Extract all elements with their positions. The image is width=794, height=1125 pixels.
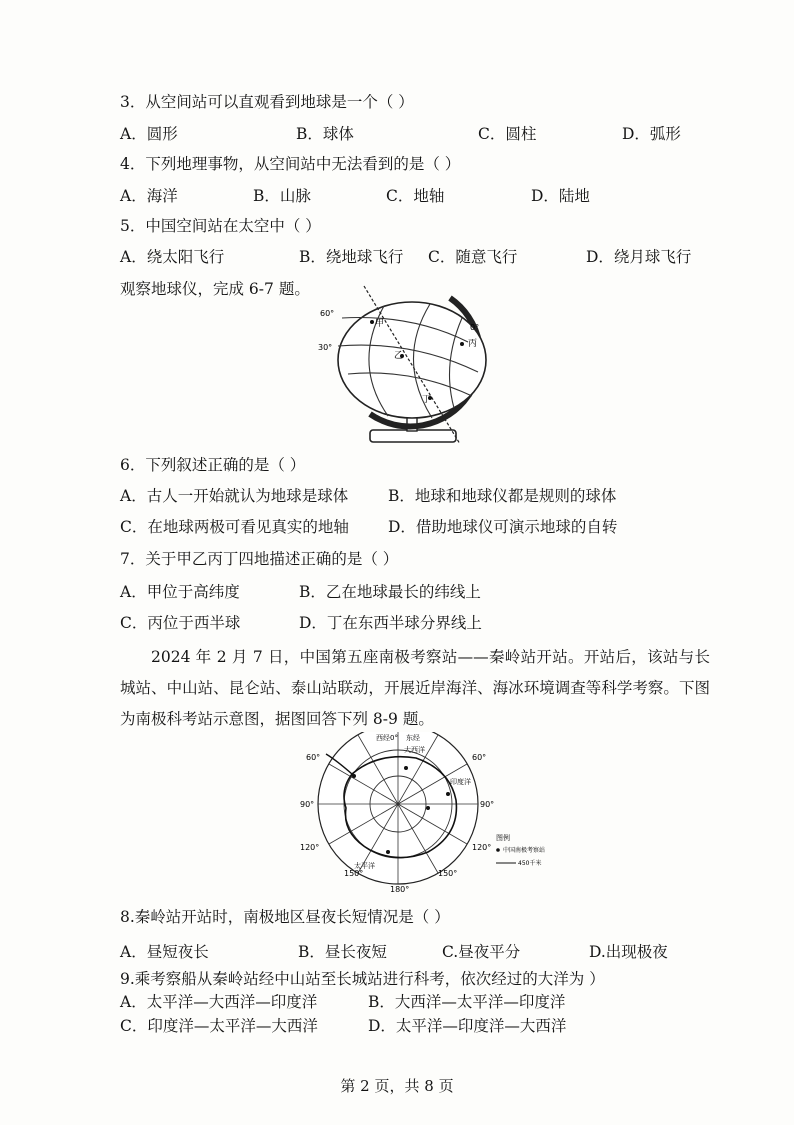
map-lon-east: 东经 [406,734,420,742]
q7-option-b: B．乙在地球最长的纬线上 [299,583,481,601]
q7-option-a: A．甲位于高纬度 [120,583,240,601]
q8-option-a: A．昼短夜长 [120,943,209,961]
q5-option-c: C．随意飞行 [428,248,518,266]
question-7-stem: 7．关于甲乙丙丁四地描述正确的是（ ） [120,550,399,568]
globe-label-bing: 丙 [468,339,478,349]
question-5-stem: 5．中国空间站在太空中（ ） [120,217,321,235]
q3-option-b: B．球体 [296,125,354,143]
q4-option-a: A．海洋 [120,187,178,205]
q5-option-b: B．绕地球飞行 [299,248,404,266]
q9-option-a: A．太平洋—大西洋—印度洋 [120,993,318,1011]
q6-option-b: B．地球和地球仪都是规则的球体 [388,487,617,505]
map-legend-title: 图例 [496,834,510,842]
globe-point-jia [370,320,374,324]
globe-sphere [338,302,486,418]
map-station-qinling [386,850,390,854]
q3-option-a: A．圆形 [120,125,178,143]
page-footer: 第 2 页，共 8 页 [340,1077,454,1095]
q4-option-c: C．地轴 [386,187,445,205]
q3-option-c: C．圆柱 [478,125,537,143]
q6-option-d: D．借助地球仪可演示地球的自转 [388,518,618,536]
map-station-changcheng [352,774,356,778]
map-lon-120w: 120° [300,843,320,852]
map-ocean-pacific: 太平洋 [354,862,375,870]
map-ocean-atlantic: 大西洋 [404,746,425,754]
globe-point-bing [460,342,464,346]
q9-option-d: D．太平洋—印度洋—大西洋 [368,1017,567,1035]
question-4-stem: 4．下列地理事物，从空间站中无法看到的是（ ） [120,155,461,173]
q8-option-b: B．昼长夜短 [298,943,387,961]
q6-option-c: C．在地球两极可看见真实的地轴 [120,518,349,536]
q5-option-d: D．绕月球飞行 [586,248,692,266]
question-9-stem: 9.乘考察船从秦岭站经中山站至长城站进行科考，依次经过的大洋为 ） [120,970,605,988]
map-lon-90e: 90° [480,800,495,809]
q6-option-a: A．古人一开始就认为地球是球体 [120,487,349,505]
map-station-zhongshan [446,792,450,796]
map-legend-station: 中国南极考察站 [503,847,546,854]
globe-figure [312,284,512,450]
q5-option-a: A．绕太阳飞行 [120,248,225,266]
q9-option-c: C．印度洋—太平洋—大西洋 [120,1017,318,1035]
map-lon-150e: 150° [438,869,458,878]
map-legend-station-symbol [496,848,500,852]
question-3-stem: 3．从空间站可以直观看到地球是一个（ ） [120,93,414,111]
q8-option-c: C.昼夜平分 [442,943,521,961]
question-8-stem: 8.秦岭站开站时，南极地区昼夜长短情况是（ ） [120,908,450,926]
q7-option-c: C．丙位于西半球 [120,614,241,632]
map-station-taishan [404,766,408,770]
question-6-stem: 6．下列叙述正确的是（ ） [120,456,306,474]
q3-option-d: D．弧形 [622,125,681,143]
globe-label-yi: 乙 [394,351,404,361]
q4-option-d: D．陆地 [531,187,590,205]
q4-option-b: B．山脉 [253,187,311,205]
map-lon-180: 180° [390,885,410,892]
globe-lat-label-30: 30° [318,343,333,352]
map-lon-120e: 120° [472,843,492,852]
globe-stand-base [370,430,456,442]
globe-label-jia: 甲 [375,319,385,329]
globe-lat-label-60: 60° [320,309,335,318]
map-lon-west0: 西经0° [376,734,398,742]
globe-lat-label-0: 0° [470,323,480,332]
q7-option-d: D．丁在东西半球分界线上 [299,614,482,632]
map-lon-60w: 60° [306,753,321,762]
map-ocean-indian: 印度洋 [450,778,471,786]
map-station-kunlun [426,806,430,810]
map-legend [496,833,545,867]
map-lon-90w: 90° [300,800,315,809]
globe-label-ding: 丁 [422,395,432,405]
q8-option-d: D.出现极夜 [589,943,668,961]
q9-option-b: B．大西洋—太平洋—印度洋 [368,993,566,1011]
map-lon-60e: 60° [472,753,487,762]
map-legend-scale: 450千米 [518,860,542,867]
passage-antarctic: 2024 年 2 月 7 日，中国第五座南极考察站——秦岭站开站。开站后，该站与长城站、中山站、昆仑站、泰山站联动，开展近岸海洋、海冰环境调查等科学考察。下图为南极科考站示意图，据图回答下列 8-9 题。 [120,648,710,728]
intro-6-7: 观察地球仪，完成 6-7 题。 [120,280,310,298]
antarctic-station-map [300,732,590,892]
map-lon-150w: 150° [344,869,364,878]
